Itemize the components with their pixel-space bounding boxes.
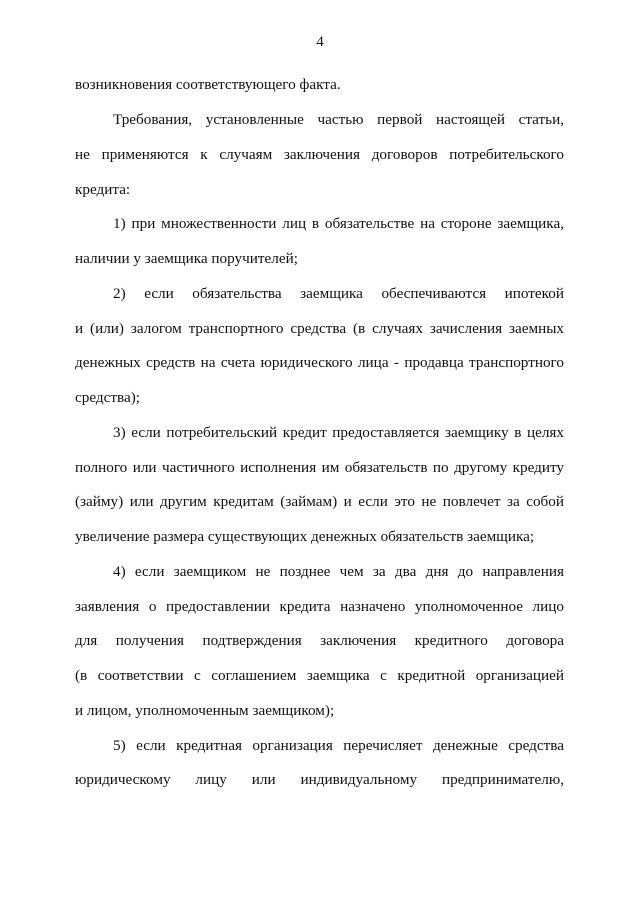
text-line: 1) при множественности лиц в обязательстве на стороне заемщика, [113,215,564,232]
text-line: юридическому лицу или индивидуальному предпринимателю, [75,771,564,788]
text-line: 5) если кредитная организация перечисляет денежные средства [113,737,564,754]
text-line: полного или частичного исполнения им обязательств по другому кредиту [75,459,564,476]
text-line: для получения подтверждения заключения кредитного договора [75,632,564,649]
text-line: не применяются к случаям заключения договоров потребительского [75,146,564,163]
text-line: 3) если потребительский кредит предоставляется заемщику в целях [113,424,564,441]
text-line: Требования, установленные частью первой настоящей статьи, [113,111,564,128]
text-line: 2) если обязательства заемщика обеспечиваются ипотекой [113,285,564,302]
text-line: (займу) или другим кредитам (займам) и если это не повлечет за собой [75,493,564,510]
text-line: 4) если заемщиком не позднее чем за два дня до направления [113,563,564,580]
text-line: и (или) залогом транспортного средства (в случаях зачисления заемных [75,320,564,337]
text-line: денежных средств на счета юридического лица - продавца транспортного [75,354,564,371]
text-line: заявления о предоставлении кредита назначено уполномоченное лицо [75,598,564,615]
page-number: 4 [316,34,324,50]
text-line: средства); [75,389,140,406]
text-line: (в соответствии с соглашением заемщика с кредитной организацией [75,667,564,684]
text-line: кредита: [75,181,131,198]
text-line: увеличение размера существующих денежных обязательств заемщика; [75,528,535,545]
text-line: наличии у заемщика поручителей; [75,250,298,267]
text-line: возникновения соответствующего факта. [75,76,341,93]
text-line: и лицом, уполномоченным заемщиком); [75,702,335,719]
